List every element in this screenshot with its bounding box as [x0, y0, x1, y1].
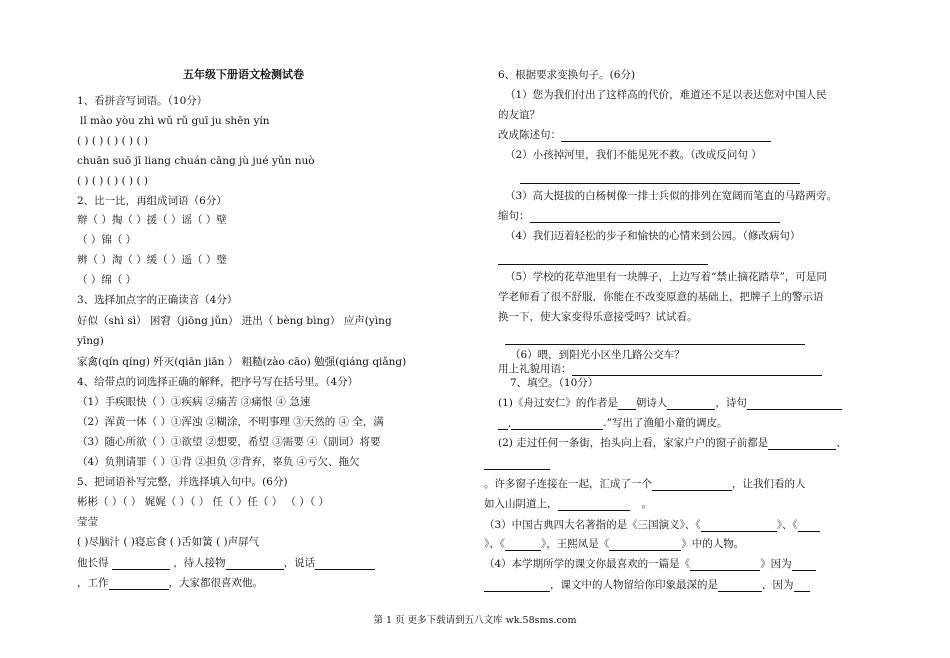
q6-item1-answer: 改成陈述句： — [498, 128, 771, 142]
q4-item3: （3）随心所欲（ ）①欲望 ②想要，希望 ③需要 ④（副词）将要 — [77, 436, 381, 448]
q6-item2-answer — [520, 170, 800, 184]
answer-blank[interactable] — [798, 520, 820, 532]
answer-blank[interactable] — [511, 418, 603, 430]
answer-blank[interactable] — [609, 539, 681, 551]
answer-blank[interactable] — [667, 398, 715, 410]
answer-blank[interactable] — [768, 438, 836, 450]
q2-row1: 辩（ ）掏（ ）援（ ）谣（ ）壁 — [77, 214, 227, 226]
q4-item1: （1）手疾眼快（ ）①疾病 ②痛苦 ③痛恨 ④ 急速 — [77, 396, 311, 408]
page-footer: 第 1 页 更多下载请到五八文库 wk.58sms.com — [373, 615, 577, 626]
q5-sentence2: ，工作 ，大家都很喜欢他。 — [77, 577, 263, 589]
q3-heading: 3、选择加点字的正确读音（4分） — [77, 294, 238, 306]
q1-heading: 1、看拼音写词语。（10分） — [77, 95, 208, 107]
q7-item2-blank — [484, 456, 550, 470]
q6-item3-answer: 缩句： — [498, 209, 780, 223]
q3-row2: 家禽(qín qíng) 歼灭(qiān jiān ） 粗糙(zào cāo) 勉强(qiáng qiǎng) — [77, 356, 407, 368]
answer-blank[interactable] — [747, 398, 842, 410]
q6-item5-cont2: 换一下，使大家变得乐意接受吗？试试看。 — [498, 311, 698, 323]
q7-item1: (1)《舟过安仁》的作者是 朝诗人 ，诗句 — [498, 396, 842, 410]
answer-blank[interactable] — [572, 364, 822, 376]
answer-blank[interactable] — [505, 333, 805, 345]
answer-blank[interactable] — [701, 520, 777, 532]
exam-title: 五年级下册语文检测试卷 — [183, 68, 304, 81]
q6-item6-answer: 用上礼貌用语： — [498, 362, 822, 376]
answer-blank[interactable] — [498, 418, 508, 430]
q6-item5-cont1: 学老师看了很不舒服，你能在不改变原意的基础上，把牌子上的警示语 — [498, 291, 824, 303]
q7-item4-cont: ，课文中的人物留给你印象最深的是 ，因为 — [484, 578, 810, 592]
q2-heading: 2、比一比，再组成词语（6分） — [77, 195, 227, 207]
q1-pinyin-row1: lǐ mào yòu zhì wǔ rǔ guī ju shēn yín — [80, 115, 270, 127]
answer-blank[interactable] — [792, 559, 816, 571]
answer-blank[interactable] — [652, 479, 732, 491]
q6-item3: （3）高大挺拔的白杨树像一排士兵似的排列在宽阔而笔直的马路两旁。 — [505, 190, 838, 202]
q6-item2: （2）小孩掉河里，我们不能见死不救。（改成反问句 ） — [505, 149, 762, 161]
q3-row1: 好似（shì sì） 困窘（jiōng jǔn） 进出（ bèng bìng） 应声(yìng — [77, 315, 392, 327]
answer-blank[interactable] — [690, 559, 760, 571]
q5-heading: 5、把词语补写完整，并选择填入句中。(6分) — [77, 476, 288, 488]
q5-sentence1: 他长得 ，待人接物 ，说话 — [77, 556, 375, 570]
answer-blank[interactable] — [505, 539, 541, 551]
answer-blank[interactable] — [530, 211, 780, 223]
q2-row2: 辨（ ）淘（ ）缓（ ）遥（ ）璧 — [77, 254, 227, 266]
q7-item3: （3）中国古典四大名著指的是《三国演义》、《 》、《 — [484, 518, 820, 532]
answer-blank[interactable] — [226, 558, 284, 570]
q3-row1-cont: yīng) — [77, 335, 104, 347]
q1-blanks-row2: ( ) ( ) ( ) ( ) ( ) — [77, 175, 149, 187]
q2-row2-cont: （ ）绵（ ） — [77, 274, 137, 286]
q6-heading: 6、根据要求变换句子。(6分) — [498, 69, 636, 81]
q6-item1-cont: 的友谊？ — [498, 109, 540, 121]
answer-blank[interactable] — [558, 499, 630, 511]
q4-item2: （2）浑黄一体（ ）①浑浊 ②糊涂，不明事理 ③天然的 ④ 全，满 — [77, 416, 384, 428]
q1-blanks-row1: ( ) ( ) ( ) ( ) ( ) — [77, 135, 149, 147]
q6-item5: （5）学校的花草池里有一块牌子，上边写着“禁止摘花踏草”，可是同 — [505, 271, 827, 283]
q7-item2: (2) 走过任何一条街，抬头向上看，家家户户的窗子前都是 、 — [498, 437, 847, 449]
q4-heading: 4、给带点的词选择正确的解释，把序号写在括号里。（4分） — [77, 376, 359, 388]
answer-blank[interactable] — [484, 580, 550, 592]
q7-item3-cont: 》、《 》，王熙凤是《 》中的人物。 — [484, 538, 745, 550]
answer-blank[interactable] — [718, 580, 762, 592]
answer-blank[interactable] — [794, 580, 810, 592]
answer-blank[interactable] — [618, 398, 636, 410]
q6-item6: （6）喂，到阳光小区坐几路公交车？ — [510, 349, 685, 361]
q4-item4: （4）负荆请罪（ ）①背 ②担负 ③背弃，辜负 ④亏欠、拖欠 — [77, 456, 360, 468]
q7-item2-cont2: 如入山阴道上， 。 — [484, 498, 652, 510]
q7-item2-cont1: 。许多窗子连接在一起，汇成了一个 ，让我们看的人 — [484, 478, 806, 490]
q7-heading: 7、填空。（10分） — [510, 377, 599, 389]
q6-item4: （4）我们迈着轻松的步子和愉快的心情来到公园。（修改病句） — [505, 230, 801, 242]
answer-blank[interactable] — [484, 458, 550, 470]
answer-blank[interactable] — [315, 558, 375, 570]
q1-pinyin-row2: chuān suō jī liang chuán cāng jù jué yǔn nuò — [77, 155, 315, 167]
answer-blank[interactable] — [109, 578, 169, 590]
q6-item4-answer — [498, 251, 708, 265]
q7-item4: （4）本学期所学的课文你最喜欢的一篇是《 》因为 — [484, 557, 816, 571]
q5-row1: 彬彬（ ）（ ） 娓娓（ ）（ ） 任（ ）任（ ） （ ）（ ） — [77, 496, 329, 508]
q6-item5-answer — [505, 331, 805, 345]
q6-item1: （1）您为我们付出了这样高的代价，难道还不足以表达您对中国人民 — [505, 89, 827, 101]
q5-row2: ( )尽脑汁 ( )寝忘食 ( )舌如簧 ( )声屏气 — [77, 536, 260, 548]
q5-row1-cont: 莹莹 — [77, 516, 98, 528]
q2-row1-cont: （ ）锦（ ） — [77, 234, 137, 246]
answer-blank[interactable] — [561, 130, 771, 142]
answer-blank[interactable] — [520, 172, 800, 184]
q7-item1-cont: , .”写出了渔船小童的调皮。 — [498, 416, 728, 430]
answer-blank[interactable] — [498, 253, 708, 265]
answer-blank[interactable] — [112, 558, 170, 570]
